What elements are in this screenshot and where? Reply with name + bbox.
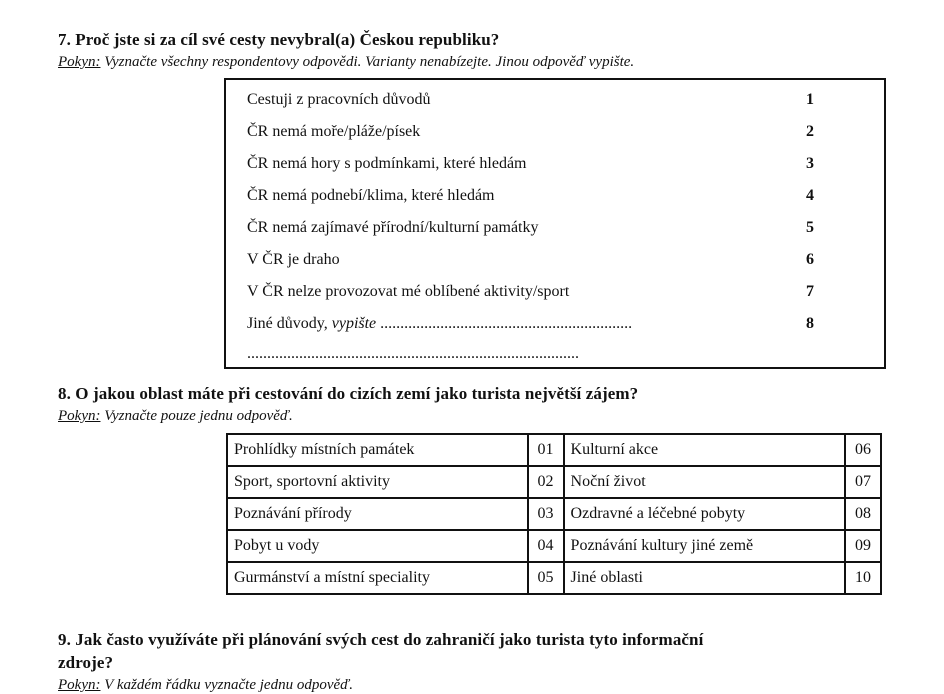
table-row: [227, 498, 881, 530]
q7-instruction-label: Pokyn:: [58, 54, 101, 70]
table-row: [227, 466, 881, 498]
q7-option-label: ČR nemá moře/pláže/písek: [247, 123, 421, 140]
q8-option-code[interactable]: 06: [845, 434, 881, 466]
q8-option-code[interactable]: 05: [528, 562, 564, 594]
q8-option-label: Pobyt u vody: [227, 530, 528, 562]
q8-instruction-label: Pokyn:: [58, 408, 101, 424]
table-row: [227, 530, 881, 562]
q7-other-fill-line[interactable]: ...............................................................: [380, 315, 633, 332]
q8-title: 8. O jakou oblast máte při cestování do cizích zemí jako turista největší zájem?: [58, 384, 639, 403]
q8-option-code[interactable]: 10: [845, 562, 881, 594]
q7-option-label: ČR nemá podnebí/klima, které hledám: [247, 187, 495, 204]
q8-options-table: [226, 433, 882, 595]
q8-option-label: Gurmánství a místní speciality: [227, 562, 528, 594]
q8-option-code[interactable]: 09: [845, 530, 881, 562]
q8-option-label: Sport, sportovní aktivity: [227, 466, 528, 498]
q8-option-code[interactable]: 01: [528, 434, 564, 466]
q7-extra-fill-line[interactable]: ...................................................................................: [247, 345, 579, 362]
q7-option-label: ČR nemá zajímavé přírodní/kulturní památky: [247, 219, 539, 236]
q7-other-label: Jiné důvody,: [247, 315, 332, 332]
q7-title: 7. Proč jste si za cíl své cesty nevybral(a) Českou republiku?: [58, 30, 500, 49]
q9-title-line1: 9. Jak často využíváte při plánování svých cest do zahraničí jako turista tyto informační: [58, 630, 704, 649]
q7-option-label: Cestuji z pracovních důvodů: [247, 91, 431, 108]
q9-title-line2: zdroje?: [58, 653, 114, 672]
q8-option-label: Prohlídky místních památek: [227, 434, 528, 466]
q9-instruction: [58, 677, 353, 694]
q7-option-code[interactable]: 3: [806, 155, 814, 172]
q8-option-label: Ozdravné a léčebné pobyty: [564, 498, 845, 530]
q9-instruction-text: V každém řádku vyznačte jednu odpověď.: [100, 677, 354, 693]
q8-option-code[interactable]: 04: [528, 530, 564, 562]
q8-option-label: Jiné oblasti: [564, 562, 845, 594]
q7-options-box: [224, 78, 886, 369]
q7-other-option: [247, 312, 632, 336]
q8-instruction-text: Vyznačte pouze jednu odpověď.: [100, 408, 293, 424]
q7-option-label: V ČR nelze provozovat mé oblíbené aktivity/sport: [247, 283, 570, 300]
q8-option-label: Poznávání přírody: [227, 498, 528, 530]
q7-option-code[interactable]: 2: [806, 123, 814, 140]
q7-option-code[interactable]: 8: [806, 315, 814, 332]
q7-option-label: ČR nemá hory s podmínkami, které hledám: [247, 155, 527, 172]
q7-option-code[interactable]: 5: [806, 219, 814, 236]
q8-option-label: Poznávání kultury jiné země: [564, 530, 845, 562]
table-row: [227, 434, 881, 466]
q8-option-code[interactable]: 03: [528, 498, 564, 530]
q7-option-code[interactable]: 7: [806, 283, 814, 300]
q8-option-code[interactable]: 02: [528, 466, 564, 498]
q8-instruction: [58, 408, 293, 425]
q8-option-code[interactable]: 07: [845, 466, 881, 498]
q9-instruction-label: Pokyn:: [58, 677, 101, 693]
q8-option-label: Kulturní akce: [564, 434, 845, 466]
q7-instruction: [58, 54, 634, 71]
q7-option-code[interactable]: 6: [806, 251, 814, 268]
q8-option-label: Noční život: [564, 466, 845, 498]
table-row: [227, 562, 881, 594]
q7-option-code[interactable]: 4: [806, 187, 814, 204]
q7-option-code[interactable]: 1: [806, 91, 814, 108]
q7-option-label: V ČR je draho: [247, 251, 340, 268]
q7-instruction-text: Vyznačte všechny respondentovy odpovědi. Varianty nenabízejte. Jinou odpověď vypište.: [100, 54, 635, 70]
q8-option-code[interactable]: 08: [845, 498, 881, 530]
q7-other-label-italic: vypište: [331, 315, 377, 332]
